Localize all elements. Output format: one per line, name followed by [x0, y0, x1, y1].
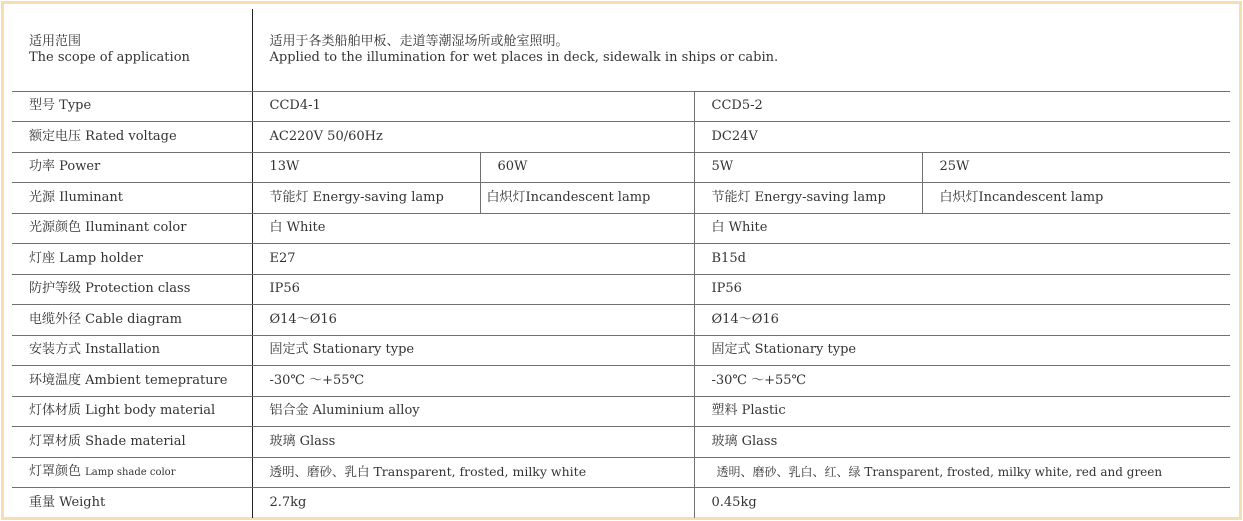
row-label: 灯罩颜色 Lamp shade color — [12, 457, 252, 488]
cell-ccd5: 白 White — [694, 213, 1230, 244]
cell-ccd4: 铝合金 Aluminium alloy — [252, 396, 694, 427]
cell-ccd5: IP56 — [694, 274, 1230, 305]
row-label: 电缆外径 Cable diagram — [12, 305, 252, 336]
cell-ccd4: -30℃ ～+55℃ — [252, 366, 694, 397]
cell-ccd5-b: 25W — [922, 152, 1230, 183]
row-label: 型号 Type — [12, 91, 252, 122]
spec-table-frame — [1, 1, 1242, 520]
scope-value — [252, 9, 1230, 91]
row-label: 灯座 Lamp holder — [12, 244, 252, 275]
row-label: 额定电压 Rated voltage — [12, 122, 252, 153]
cell-ccd4: 2.7kg — [252, 488, 694, 519]
cell-ccd4-b: 白炽灯Incandescent lamp — [480, 183, 694, 214]
table-row-lamp-shade-color — [12, 457, 1230, 488]
cell-ccd5-a: 节能灯 Energy-saving lamp — [694, 183, 922, 214]
cell-ccd4-a: 节能灯 Energy-saving lamp — [252, 183, 480, 214]
cell-ccd5: 0.45kg — [694, 488, 1230, 519]
row-label: 防护等级 Protection class — [12, 274, 252, 305]
cell-ccd5: -30℃ ～+55℃ — [694, 366, 1230, 397]
table-row-light-body-material — [12, 396, 1230, 427]
row-label: 灯罩材质 Shade material — [12, 427, 252, 458]
cell-ccd5: B15d — [694, 244, 1230, 275]
cell-ccd4: E27 — [252, 244, 694, 275]
cell-ccd4-a: 13W — [252, 152, 480, 183]
scope-value-en: Applied to the illumination for wet places in deck, sidewalk in ships or cabin. — [269, 49, 779, 65]
cell-ccd4: IP56 — [252, 274, 694, 305]
table-row-ambient-temperature — [12, 366, 1230, 397]
table-row-iluminant — [12, 183, 1230, 214]
cell-ccd5: 固定式 Stationary type — [694, 335, 1230, 366]
cell-ccd4: 固定式 Stationary type — [252, 335, 694, 366]
label-cn: 适用范围 — [29, 33, 82, 49]
spec-table — [12, 9, 1230, 518]
cell-ccd4: CCD4-1 — [252, 91, 694, 122]
cell-ccd4-b: 60W — [480, 152, 694, 183]
cell-ccd5: 透明、磨砂、乳白、红、绿 Transparent, frosted, milky white, red and green — [694, 457, 1230, 488]
row-label: 重量 Weight — [12, 488, 252, 519]
cell-ccd5-b: 白炽灯Incandescent lamp — [922, 183, 1230, 214]
label-en: The scope of application — [29, 49, 190, 65]
cell-ccd5: 玻璃 Glass — [694, 427, 1230, 458]
table-row-scope — [12, 9, 1230, 91]
cell-ccd4: 玻璃 Glass — [252, 427, 694, 458]
cell-ccd4: 白 White — [252, 213, 694, 244]
row-label: 环境温度 Ambient temeprature — [12, 366, 252, 397]
row-label: 功率 Power — [12, 152, 252, 183]
row-label-scope — [12, 9, 252, 91]
table-row-weight — [12, 488, 1230, 519]
cell-ccd4: AC220V 50/60Hz — [252, 122, 694, 153]
cell-ccd4: Ø14～Ø16 — [252, 305, 694, 336]
row-label: 灯体材质 Light body material — [12, 396, 252, 427]
cell-ccd5: DC24V — [694, 122, 1230, 153]
cell-ccd5-a: 5W — [694, 152, 922, 183]
table-row-rated-voltage — [12, 122, 1230, 153]
table-row-cable-diagram — [12, 305, 1230, 336]
row-label: 光源 Iluminant — [12, 183, 252, 214]
table-row-type — [12, 91, 1230, 122]
table-row-iluminant-color — [12, 213, 1230, 244]
cell-ccd5: 塑料 Plastic — [694, 396, 1230, 427]
table-row-protection-class — [12, 274, 1230, 305]
table-row-installation — [12, 335, 1230, 366]
table-row-lamp-holder — [12, 244, 1230, 275]
row-label: 安装方式 Installation — [12, 335, 252, 366]
cell-ccd5: Ø14～Ø16 — [694, 305, 1230, 336]
table-row-power — [12, 152, 1230, 183]
scope-value-cn: 适用于各类船舶甲板、走道等潮湿场所或舱室照明。 — [269, 33, 569, 49]
cell-ccd4: 透明、磨砂、乳白 Transparent, frosted, milky white — [252, 457, 694, 488]
row-label: 光源颜色 Iluminant color — [12, 213, 252, 244]
cell-ccd5: CCD5-2 — [694, 91, 1230, 122]
table-row-shade-material — [12, 427, 1230, 458]
